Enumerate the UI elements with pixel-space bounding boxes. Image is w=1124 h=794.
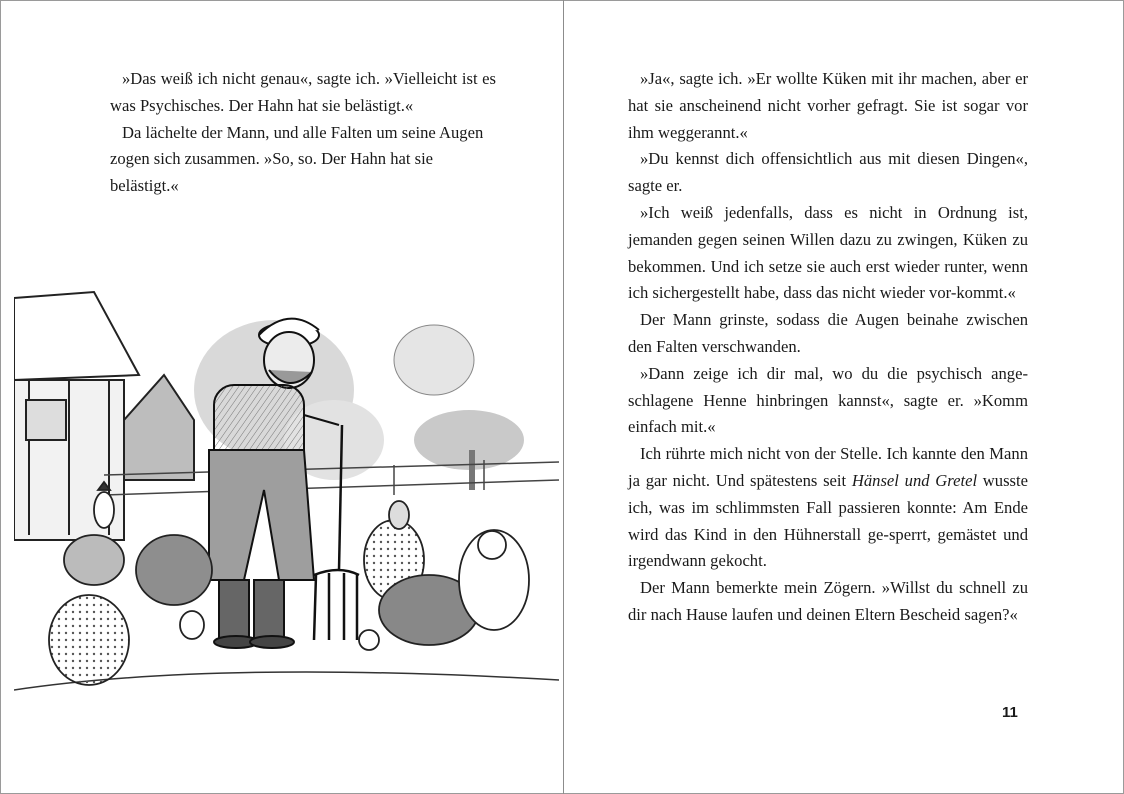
paragraph: Der Mann bemerkte mein Zögern. »Willst du schnell zu dir nach Hause laufen und deinen Eltern Bescheid sagen?« bbox=[628, 578, 1028, 624]
paragraph: »Dann zeige ich dir mal, wo du die psychisch ange-schlagene Henne hinbringen kannst«, sagte er. »Komm einfach mit.« bbox=[628, 363, 1028, 437]
paragraph: Der Mann grinste, sodass die Augen beinahe zwischen den Falten verschwanden. bbox=[628, 310, 1028, 356]
book-title: Hänsel und Gretel bbox=[851, 470, 978, 490]
paragraph: »Ich weiß jedenfalls, dass es nicht in Ordnung ist, jemanden gegen seinen Willen dazu zu zwingen, Küken zu bekommen. Und ich setze sie auch erst wieder runter, wenn ich sichergestellt habe, dass das nicht wieder vor-kommt.« bbox=[628, 202, 1028, 303]
right-page bbox=[564, 0, 1124, 794]
paragraph bbox=[628, 441, 1028, 575]
farmer-with-pitchfork-and-chickens-illustration bbox=[14, 280, 559, 700]
paragraph: »Das weiß ich nicht genau«, sagte ich. »Vielleicht ist es was Psychisches. Der Hahn hat sie belästigt.« bbox=[110, 69, 496, 115]
paragraph: »Du kennst dich offensichtlich aus mit diesen Dingen«, sagte er. bbox=[628, 149, 1028, 196]
left-page-text bbox=[110, 66, 496, 200]
paragraph-text: wusste ich, was im schlimmsten Fall passieren konnte: Am Ende wird das Kind in den Hühnerstall ge-sperrt, gemästet und irgendwann gekocht. bbox=[628, 470, 1028, 571]
page-number: 11 bbox=[1002, 704, 1018, 721]
right-page-text bbox=[628, 66, 1028, 629]
paragraph: Da lächelte der Mann, und alle Falten um seine Augen zogen sich zusammen. »So, so. Der Hahn hat sie belästigt.« bbox=[110, 122, 484, 196]
paragraph: »Ja«, sagte ich. »Er wollte Küken mit ihr machen, aber er hat sie anscheinend nicht vorher gefragt. Sie ist sogar vor ihm weggerannt.« bbox=[628, 69, 1028, 142]
paragraph-text: Ich rührte mich nicht von der Stelle. Ich kannte den Mann ja gar nicht. Und spätestens seit bbox=[628, 444, 1028, 490]
